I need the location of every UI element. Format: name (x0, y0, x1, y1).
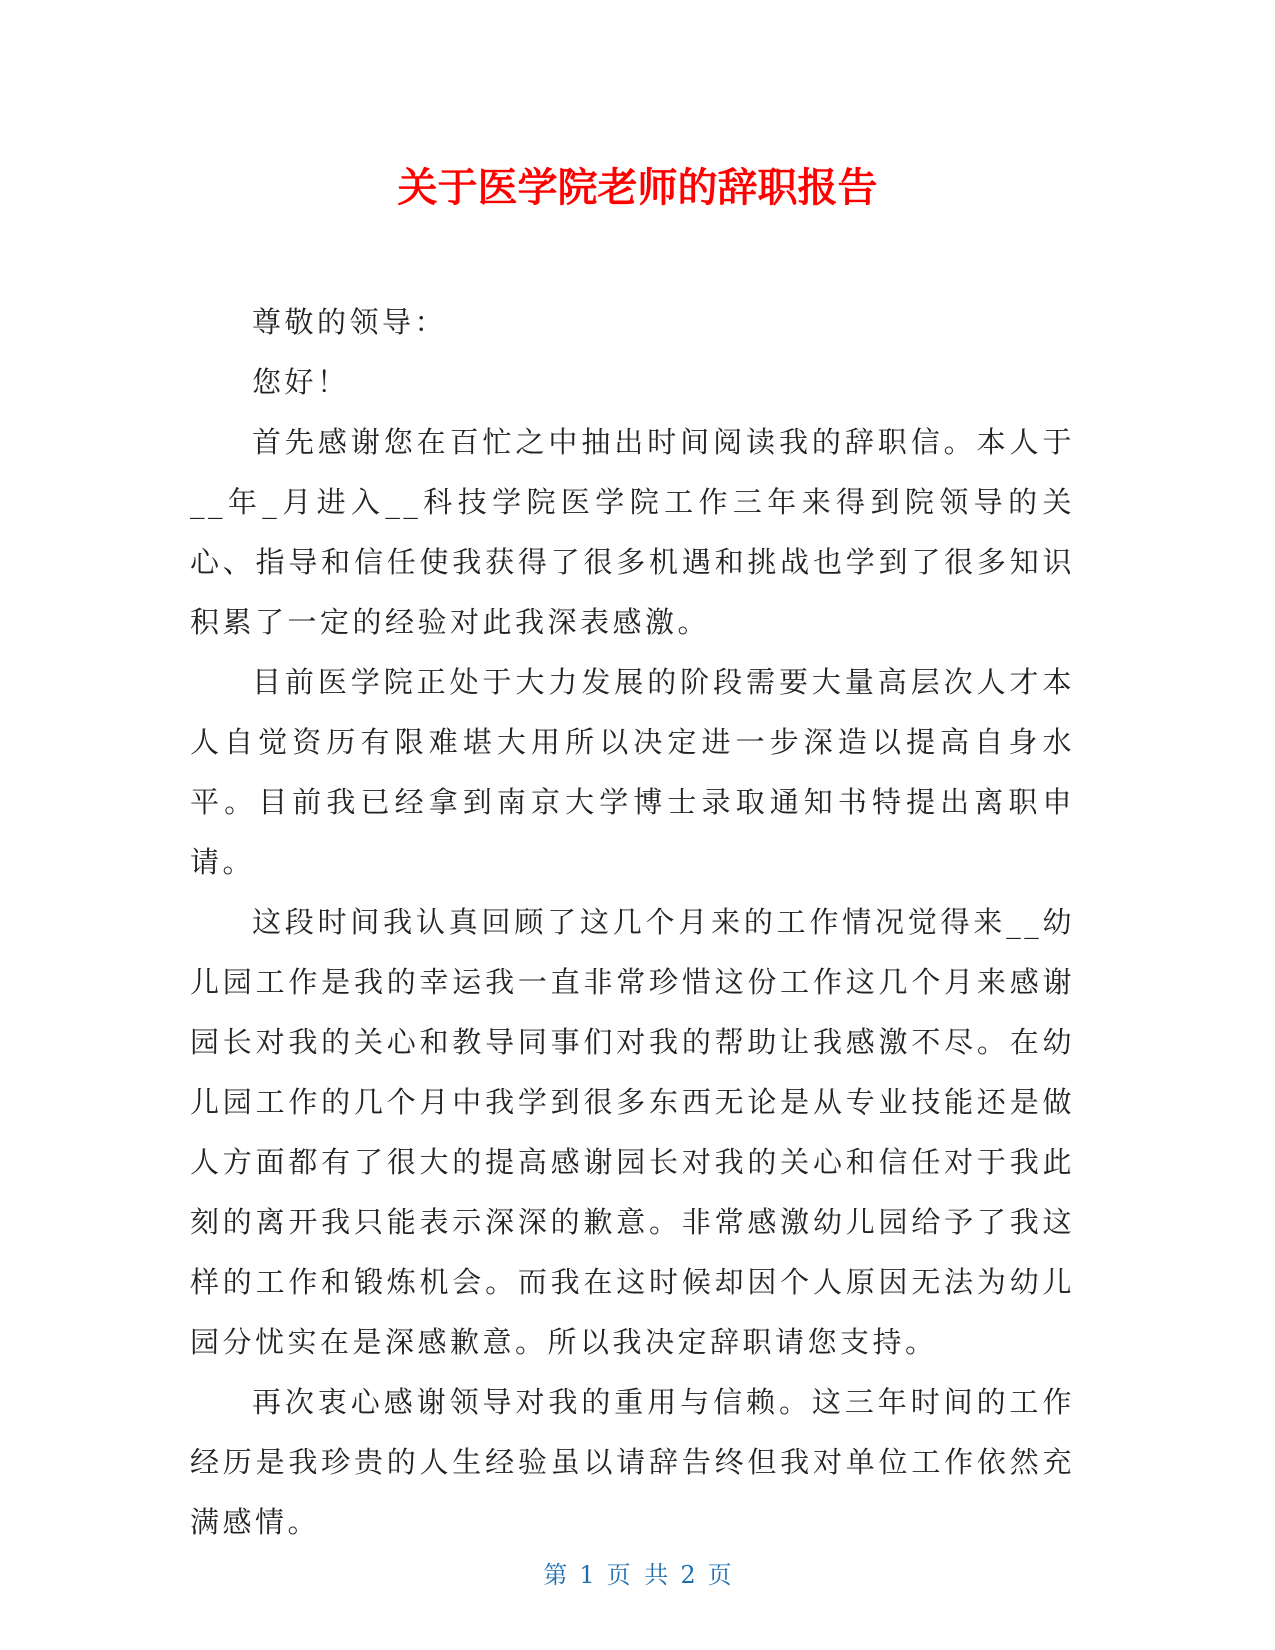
total-pages-number: 2 (680, 1561, 696, 1589)
paragraph-3: 这段时间我认真回顾了这几个月来的工作情况觉得来__幼儿园工作是我的幸运我一直非常珍惜这份工作这几个月来感谢园长对我的关心和教导同事们对我的帮助让我感激不尽。在幼儿园工作的几个月中我学到很多东西无论是从专业技能还是做人方面都有了很大的提高感谢园长对我的关心和信任对于我此刻的离开我只能表示深深的歉意。非常感激幼儿园给予了我这样的工作和锻炼机会。而我在这时候却因个人原因无法为幼儿园分忧实在是深感歉意。所以我决定辞职请您支持。 (190, 905, 1075, 1359)
salutation: 尊敬的领导： (252, 305, 448, 339)
paragraph-1: 首先感谢您在百忙之中抽出时间阅读我的辞职信。本人于__年_月进入__科技学院医学院工作三年来得到院领导的关心、指导和信任使我获得了很多机遇和挑战也学到了很多知识积累了一定的经验对此我深表感激。 (190, 425, 1075, 639)
paragraph-4: 再次衷心感谢领导对我的重用与信赖。这三年时间的工作经历是我珍贵的人生经验虽以请辞告终但我对单位工作依然充满感情。 (190, 1385, 1075, 1539)
page-label-mid: 页 共 (606, 1561, 669, 1589)
page-footer (0, 1560, 1275, 1590)
paragraph-2: 目前医学院正处于大力发展的阶段需要大量高层次人才本人自觉资历有限难堪大用所以决定进一步深造以提高自身水平。目前我已经拿到南京大学博士录取通知书特提出离职申请。 (190, 665, 1075, 879)
page-label-prefix: 第 (543, 1561, 568, 1589)
document-title: 关于医学院老师的辞职报告 (397, 165, 878, 211)
page-label-suffix: 页 (707, 1561, 732, 1589)
current-page-number: 1 (579, 1561, 595, 1589)
greeting: 您好！ (252, 365, 350, 399)
document-body (190, 292, 1075, 1552)
